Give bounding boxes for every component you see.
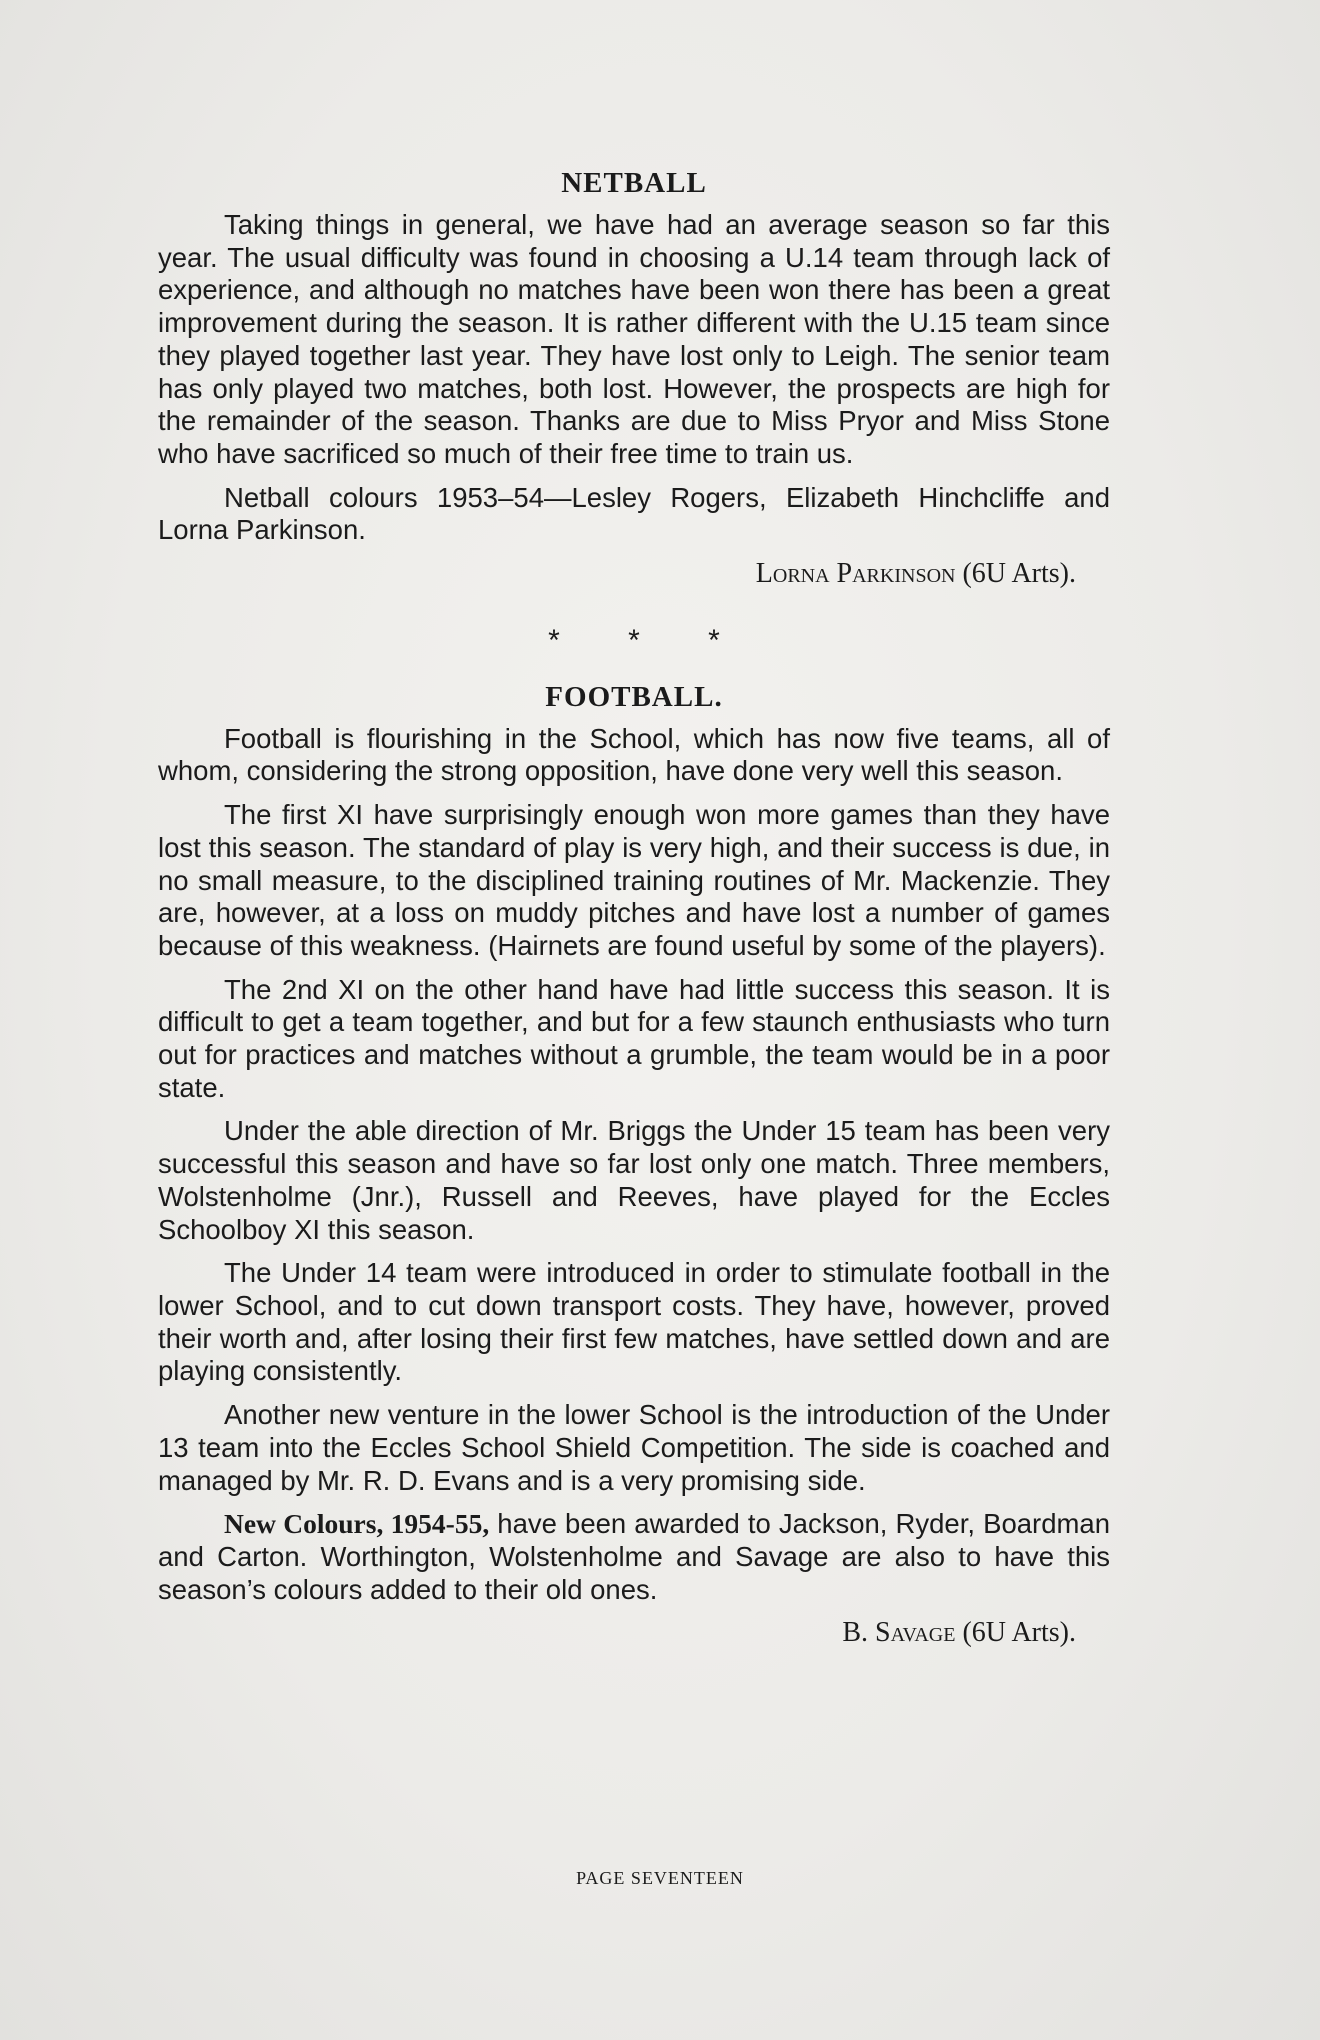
football-paragraph-2: The first XI have surprisingly enough won more games than they have lost this season. The standard of play is very high, and their success is due, in no small measure, to the disciplined training routines of Mr. Mackenzie. They are, however, at a loss on muddy pitches and have lost a number of games because of this weakness. (Hairnets are found useful by some of the players). — [158, 799, 1110, 961]
netball-signature-form: (6U Arts). — [962, 558, 1076, 590]
netball-signature — [158, 558, 1110, 591]
football-signature — [158, 1617, 1110, 1650]
section-separator: * * * — [548, 623, 750, 657]
football-colours-paragraph — [158, 1508, 1110, 1606]
football-paragraph-5: The Under 14 team were introduced in order to stimulate football in the lower School, and to cut down transport costs. They have, however, proved their worth and, after losing their first few matches, have settled down and are playing consistently. — [158, 1257, 1110, 1387]
football-paragraph-4: Under the able direction of Mr. Briggs the Under 15 team has been very successful this season and have so far lost only one match. Three members, Wolstenholme (Jnr.), Russell and Reeves, have played for the Eccles Schoolboy XI this season. — [158, 1115, 1110, 1245]
netball-paragraph-2: Netball colours 1953–54—Lesley Rogers, Elizabeth Hinchcliffe and Lorna Parkinson. — [158, 481, 1110, 546]
football-paragraph-3: The 2nd XI on the other hand have had little success this season. It is difficult to get a team together, and but for a few staunch enthusiasts who turn out for practices and matches without a grumble, the team would be in a poor state. — [158, 973, 1110, 1103]
new-colours-text: have been awarded to Jackson, Ryder, Boardman and Carton. Worthington, Wolstenholme and Savage are also to have this season’s colours added to their old ones. — [158, 1508, 1110, 1605]
football-signature-name: Savage — [875, 1617, 956, 1649]
netball-paragraph-1: Taking things in general, we have had an average season so far this year. The usual difficulty was found in choosing a U.14 team through lack of experience, and although no matches have been won there has been a great improvement during the season. It is rather different with the U.15 team since they played together last year. They have lost only to Leigh. The senior team has only played two matches, both lost. However, the prospects are high for the remainder of the season. Thanks are due to Miss Pryor and Miss Stone who have sacrificed so much of their free time to train us. — [158, 209, 1110, 469]
new-colours-label: New Colours, 1954-55, — [224, 1508, 490, 1540]
netball-signature-name: Lorna Parkinson — [755, 558, 956, 590]
football-signature-initial: B. — [842, 1617, 869, 1649]
football-heading: FOOTBALL. — [545, 680, 723, 713]
football-paragraph-6: Another new venture in the lower School is the introduction of the Under 13 team into the Eccles School Shield Competition. The side is coached and managed by Mr. R. D. Evans and is a very promising side. — [158, 1399, 1110, 1496]
page-content — [158, 165, 1110, 1650]
page-number-footer: PAGE SEVENTEEN — [576, 1868, 744, 1888]
football-signature-form: (6U Arts). — [962, 1617, 1076, 1649]
football-paragraph-1: Football is flourishing in the School, which has now five teams, all of whom, considering the strong opposition, have done very well this season. — [158, 722, 1110, 787]
netball-heading: NETBALL — [561, 167, 707, 199]
